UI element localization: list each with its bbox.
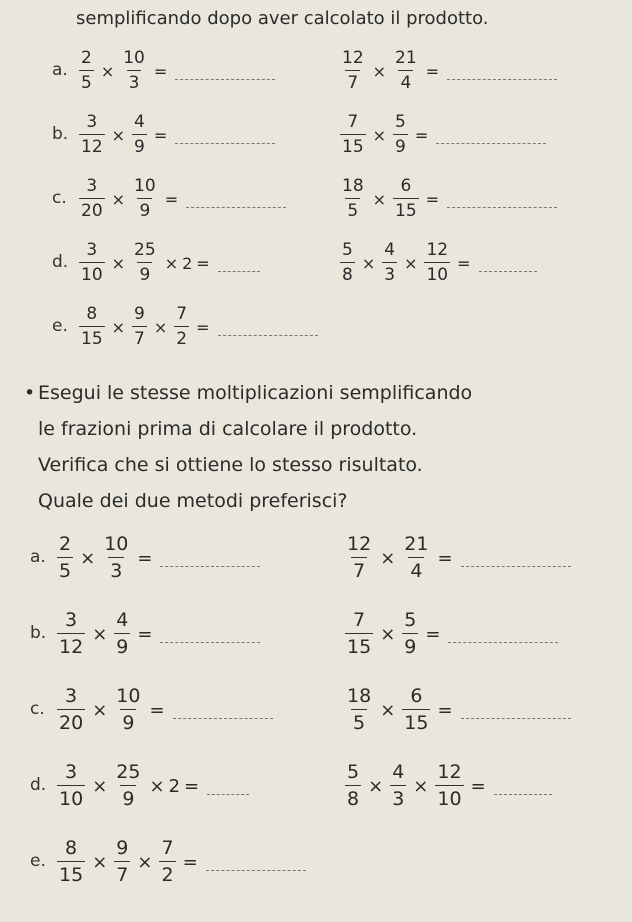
times-sign: × (361, 253, 376, 273)
denominator: 15 (402, 709, 430, 733)
right-expression (335, 104, 546, 166)
exercise-letter: b. (30, 623, 47, 643)
left-expression (74, 296, 318, 358)
denominator: 3 (108, 557, 124, 581)
denominator: 10 (424, 262, 450, 284)
fraction (393, 114, 408, 156)
times-sign: × (92, 623, 108, 645)
fraction (79, 306, 105, 348)
left-expression (52, 755, 249, 817)
denominator: 7 (132, 326, 147, 348)
numerator: 2 (59, 533, 72, 555)
equals-sign: = (425, 623, 441, 645)
left-expression (74, 168, 286, 230)
times-sign: × (380, 547, 396, 569)
denominator: 9 (120, 709, 136, 733)
exercise-letter: b. (52, 124, 69, 144)
fraction (102, 535, 130, 581)
denominator: 20 (57, 709, 85, 733)
fraction (132, 114, 147, 156)
fraction (57, 763, 85, 809)
instruction-line-2: le frazioni prima di calcolare il prodotto. (38, 418, 418, 440)
fraction (402, 611, 418, 657)
left-expression (52, 831, 306, 893)
fraction (121, 50, 147, 92)
numerator: 5 (395, 112, 406, 132)
times-sign: × (368, 775, 384, 797)
numerator: 12 (437, 761, 462, 783)
numerator: 3 (86, 176, 98, 196)
denominator: 4 (398, 70, 413, 92)
fraction (114, 611, 130, 657)
denominator: 20 (79, 198, 105, 220)
numerator: 12 (426, 240, 449, 260)
numerator: 3 (65, 609, 78, 631)
denominator: 12 (57, 633, 85, 657)
left-expression (74, 40, 275, 102)
left-expression (52, 527, 260, 589)
equals-sign: = (414, 125, 429, 145)
exercise-row (0, 831, 632, 893)
fraction (382, 242, 397, 284)
answer-blank[interactable] (175, 127, 275, 144)
denominator: 15 (79, 326, 105, 348)
numerator: 10 (123, 48, 145, 68)
denominator: 15 (393, 198, 419, 220)
denominator: 10 (79, 262, 105, 284)
numerator: 5 (347, 761, 360, 783)
denominator: 3 (390, 785, 406, 809)
fraction (340, 178, 366, 220)
fraction (132, 242, 158, 284)
numerator: 10 (104, 533, 129, 555)
times-sign: × (404, 253, 418, 273)
denominator: 9 (120, 785, 136, 809)
fraction (79, 178, 105, 220)
denominator: 5 (79, 70, 94, 92)
numerator: 5 (404, 609, 417, 631)
equals-sign: = (137, 623, 153, 645)
answer-blank[interactable] (447, 191, 557, 208)
numerator: 7 (161, 837, 174, 859)
equals-sign: = (137, 547, 153, 569)
denominator: 2 (174, 326, 189, 348)
fraction (114, 763, 142, 809)
numerator: 18 (342, 176, 364, 196)
left-expression (74, 104, 275, 166)
numerator: 7 (176, 304, 188, 324)
fraction (159, 839, 175, 885)
fraction (345, 611, 373, 657)
denominator: 10 (57, 785, 85, 809)
answer-blank[interactable] (160, 626, 260, 643)
header-line: semplificando dopo aver calcolato il prodotto. (76, 8, 489, 29)
exercise-row (0, 679, 632, 741)
denominator: 9 (393, 134, 408, 156)
answer-blank[interactable] (479, 255, 537, 272)
equals-sign: = (437, 699, 453, 721)
times-sign: × (164, 253, 179, 273)
numerator: 5 (342, 240, 353, 260)
instruction-line-1: Esegui le stesse moltiplicazioni semplificando (38, 382, 473, 404)
fraction (435, 763, 463, 809)
numerator: 10 (134, 176, 156, 196)
answer-blank[interactable] (436, 127, 546, 144)
equals-sign: = (196, 317, 210, 337)
denominator: 3 (382, 262, 397, 284)
numerator: 4 (392, 761, 405, 783)
times-sign: × (111, 189, 126, 209)
integer-factor: 2 (168, 775, 181, 797)
fraction (345, 687, 373, 733)
denominator: 5 (57, 557, 73, 581)
times-sign: × (380, 699, 396, 721)
denominator: 8 (345, 785, 361, 809)
left-expression (74, 232, 260, 294)
times-sign: × (92, 699, 108, 721)
denominator: 5 (345, 198, 360, 220)
right-expression (340, 603, 558, 665)
exercise-row (0, 40, 632, 102)
exercise-row (0, 104, 632, 166)
answer-blank[interactable] (461, 702, 571, 719)
exercise-letter: d. (30, 775, 47, 795)
denominator: 2 (159, 861, 175, 885)
equals-sign: = (149, 699, 165, 721)
fraction (402, 687, 430, 733)
denominator: 3 (127, 70, 142, 92)
denominator: 12 (79, 134, 105, 156)
fraction (132, 178, 158, 220)
numerator: 4 (134, 112, 145, 132)
denominator: 4 (408, 557, 424, 581)
answer-blank[interactable] (186, 191, 286, 208)
fraction (393, 178, 419, 220)
fraction (79, 242, 105, 284)
equals-sign: = (153, 61, 168, 81)
exercise-row (0, 755, 632, 817)
times-sign: × (92, 775, 108, 797)
exercise-row (0, 232, 632, 294)
numerator: 10 (116, 685, 141, 707)
denominator: 9 (402, 633, 418, 657)
fraction (340, 50, 366, 92)
exercise-letter: c. (30, 699, 45, 719)
fraction (79, 114, 105, 156)
exercise-row (0, 603, 632, 665)
equals-sign: = (153, 125, 168, 145)
times-sign: × (153, 317, 168, 337)
numerator: 25 (134, 240, 156, 260)
equals-sign: = (425, 61, 440, 81)
answer-blank[interactable] (494, 778, 552, 795)
times-sign: × (372, 189, 387, 209)
fraction (345, 763, 361, 809)
fraction (57, 839, 85, 885)
numerator: 7 (347, 112, 359, 132)
numerator: 18 (347, 685, 372, 707)
answer-blank[interactable] (207, 778, 249, 795)
denominator: 9 (114, 633, 130, 657)
denominator: 9 (132, 134, 147, 156)
denominator: 15 (345, 633, 373, 657)
denominator: 9 (137, 262, 152, 284)
exercise-row (0, 296, 632, 358)
right-expression (335, 232, 537, 294)
equals-sign: = (470, 775, 486, 797)
times-sign: × (413, 775, 429, 797)
equals-sign: = (184, 775, 200, 797)
exercise-letter: c. (52, 188, 67, 208)
fraction (57, 535, 73, 581)
answer-blank[interactable] (206, 854, 306, 871)
times-sign: × (149, 775, 165, 797)
numerator: 6 (400, 176, 412, 196)
answer-blank[interactable] (218, 319, 318, 336)
answer-blank[interactable] (448, 626, 558, 643)
exercise-row (0, 527, 632, 589)
numerator: 8 (65, 837, 78, 859)
denominator: 7 (351, 557, 367, 581)
denominator: 7 (345, 70, 360, 92)
fraction (345, 535, 373, 581)
answer-blank[interactable] (175, 63, 275, 80)
numerator: 6 (410, 685, 423, 707)
equals-sign: = (437, 547, 453, 569)
left-expression (52, 603, 260, 665)
times-sign: × (100, 61, 115, 81)
right-expression (335, 40, 557, 102)
answer-blank[interactable] (461, 550, 571, 567)
fraction (114, 687, 142, 733)
denominator: 15 (340, 134, 366, 156)
answer-blank[interactable] (160, 550, 260, 567)
fraction (393, 50, 419, 92)
fraction (424, 242, 450, 284)
numerator: 21 (395, 48, 417, 68)
equals-sign: = (425, 189, 440, 209)
fraction (174, 306, 189, 348)
equals-sign: = (457, 253, 471, 273)
fraction (402, 535, 430, 581)
numerator: 3 (65, 761, 78, 783)
exercise-letter: d. (52, 252, 69, 272)
numerator: 12 (347, 533, 372, 555)
times-sign: × (380, 623, 396, 645)
numerator: 3 (86, 240, 98, 260)
numerator: 8 (86, 304, 98, 324)
fraction (57, 687, 85, 733)
times-sign: × (372, 61, 387, 81)
fraction (340, 114, 366, 156)
fraction (79, 50, 94, 92)
numerator: 12 (342, 48, 364, 68)
times-sign: × (80, 547, 96, 569)
numerator: 2 (81, 48, 92, 68)
times-sign: × (92, 851, 108, 873)
denominator: 8 (340, 262, 355, 284)
instruction-bullet: • (24, 382, 36, 404)
numerator: 25 (116, 761, 141, 783)
exercise-letter: e. (52, 316, 68, 336)
numerator: 3 (65, 685, 78, 707)
left-expression (52, 679, 273, 741)
numerator: 7 (353, 609, 366, 631)
numerator: 3 (86, 112, 98, 132)
integer-factor: 2 (182, 253, 193, 273)
fraction (390, 763, 406, 809)
fraction (132, 306, 147, 348)
times-sign: × (111, 125, 126, 145)
equals-sign: = (182, 851, 198, 873)
numerator: 9 (116, 837, 129, 859)
denominator: 5 (351, 709, 367, 733)
times-sign: × (111, 253, 126, 273)
times-sign: × (137, 851, 153, 873)
numerator: 9 (134, 304, 145, 324)
denominator: 15 (57, 861, 85, 885)
right-expression (335, 168, 557, 230)
times-sign: × (111, 317, 126, 337)
exercise-letter: a. (52, 60, 68, 80)
answer-blank[interactable] (447, 63, 557, 80)
right-expression (340, 679, 571, 741)
fraction (340, 242, 355, 284)
numerator: 4 (116, 609, 129, 631)
answer-blank[interactable] (173, 702, 273, 719)
fraction (57, 611, 85, 657)
right-expression (340, 755, 552, 817)
times-sign: × (372, 125, 387, 145)
right-expression (340, 527, 571, 589)
equals-sign: = (196, 253, 210, 273)
numerator: 21 (404, 533, 429, 555)
instruction-line-4: Quale dei due metodi preferisci? (38, 490, 348, 512)
exercise-letter: e. (30, 851, 46, 871)
denominator: 10 (435, 785, 463, 809)
instruction-line-3: Verifica che si ottiene lo stesso risultato. (38, 454, 423, 476)
answer-blank[interactable] (218, 255, 260, 272)
denominator: 9 (137, 198, 152, 220)
exercise-letter: a. (30, 547, 46, 567)
equals-sign: = (164, 189, 179, 209)
fraction (114, 839, 130, 885)
denominator: 7 (114, 861, 130, 885)
numerator: 4 (384, 240, 396, 260)
exercise-row (0, 168, 632, 230)
